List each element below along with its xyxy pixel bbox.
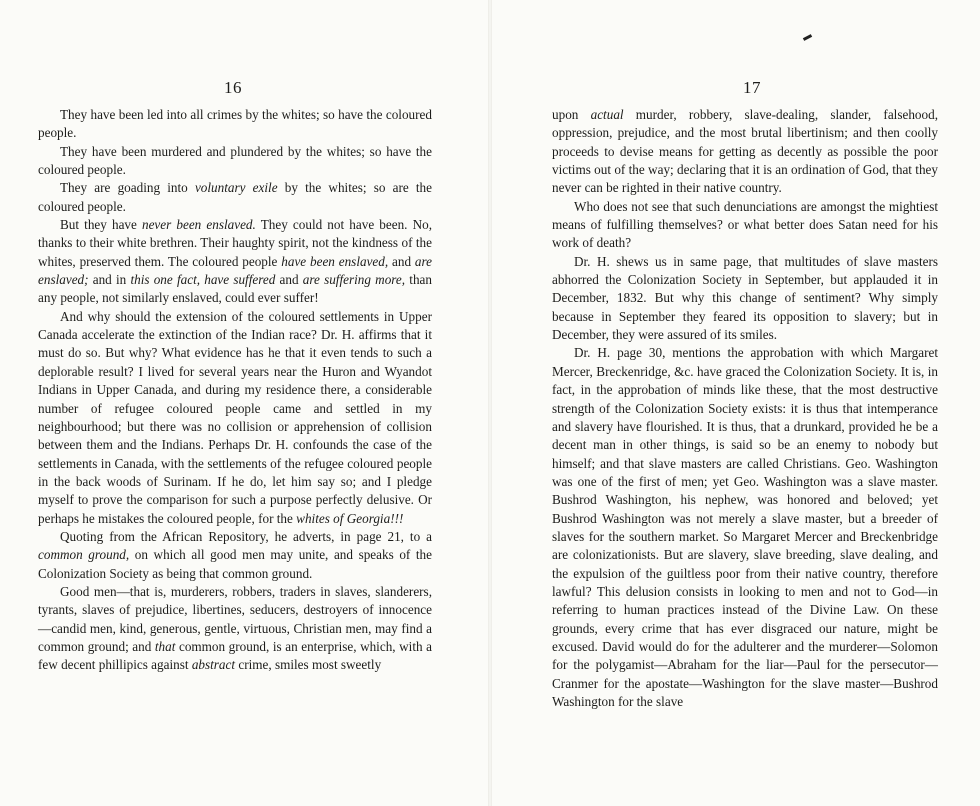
text-run: Dr. H. page 30, mentions the approbation with which Margaret Mercer, Breckenridge, &c. have graced the Colonization Society. It is, in fact, in the approbation of minds like these, that the most destructive strength of the Colonization Society exists: it is thus that intemperance and slavery have flourished. It is thus, that a drunkard, provided he be a decent man in other things, is said so be an enemy to nobody but himself; and that slave masters are called Christians. Geo. Washington was one of the first of men; yet Geo. Washington was a slave master. Bushrod Washington, his nephew, was honored and beloved; yet Bushrod Washington was not merely a slave master, but a breeder of slaves for the southern market. So Margaret Mercer and Breckenbridge are colonizationists. But are slavery, slave breeding, slave dealing, and the expulsion of the guiltless poor from their native country, therefore lawful? This delusion consists in looking to men and not to God—in referring to human practices instead of the Divine Law. On these grounds, every crime that has ever disgraced our nature, might be excused. David would do for the adulterer and the murderer—Solomon for the polygamist—Abraham for the liar—Paul for the persecutor—Cranmer for the apostate—Washington for the slave master—Bushrod Washington for the slave xyxy=(552,345,938,709)
paragraph xyxy=(38,106,432,143)
paragraph xyxy=(38,528,432,583)
text-run: murder, robbery, slave-dealing, slander, falsehood, oppression, prejudice, and the most brutal libertinism; and then coolly proceeds to devise means for getting as decently as possible the poor victims out of the way; declaring that it is an ordination of God, that they never can be righted in their native country. xyxy=(552,107,939,196)
text-run: and xyxy=(275,272,303,288)
paragraph xyxy=(552,344,938,711)
paragraph xyxy=(552,106,938,198)
page-number: 17 xyxy=(743,78,761,97)
italic-text: actual xyxy=(590,107,624,122)
text-run: common ground, is an enterprise, which, with a few decent phillipics against xyxy=(38,638,432,673)
text-run: upon xyxy=(552,107,591,122)
text-run: They are goading into xyxy=(60,180,195,196)
italic-text: whites of Georgia!!! xyxy=(296,510,404,526)
page-body xyxy=(552,106,938,711)
italic-text: common ground, xyxy=(38,547,130,563)
text-run: Who does not see that such denunciations are amongst the mightiest means of fulfilling themselves? or what better does Satan need for his work of death? xyxy=(552,198,938,251)
text-run: They have been led into all crimes by the whites; so have the coloured people. xyxy=(38,107,432,141)
paragraph xyxy=(38,216,432,308)
ink-mark xyxy=(803,34,812,41)
text-run: They could not have been. No, thanks to their white brethren. Their haughty spirit, not the kindness of the whites, preserved them. The coloured people xyxy=(38,217,432,269)
paragraph xyxy=(38,179,432,216)
page-body xyxy=(38,106,432,675)
paragraph xyxy=(38,308,432,528)
italic-text: voluntary exile xyxy=(194,180,278,196)
text-run: than any people, not similarly enslaved, could ever suffer! xyxy=(38,272,432,306)
text-run: Quoting from the African Repository, he adverts, in page 21, to a xyxy=(60,528,432,544)
italic-text: never been enslaved. xyxy=(141,217,256,233)
paragraph xyxy=(552,198,938,253)
page-number: 16 xyxy=(224,78,242,97)
italic-text: abstract xyxy=(191,657,236,673)
italic-text: have been enslaved, xyxy=(281,253,389,269)
italic-text: this one fact, have suffered xyxy=(130,272,276,288)
text-run: And why should the extension of the coloured settlements in Upper Canada accelerate the extinction of the Indian race? Dr. H. affirms that it must do so. But why? What evidence has he that it even tends to such a deplorable result? I lived for several years near the Huron and Wyandot Indians in Upper Canada, and during my residence there, a considerable number of refugee coloured people came and settled in my neighbourhood; but there was no collision or apprehension of collision between them and the Indians. Perhaps Dr. H. confounds the case of the settlements in Canada, with the settlements of the refugee coloured people in the back woods of Surinam. If he do, let him say so; and I pledge myself to prove the comparison for such a purpose perfectly delusive. Or perhaps he mistakes the coloured people, for the xyxy=(38,308,432,526)
italic-text: are enslaved; xyxy=(38,253,432,288)
italic-text: that xyxy=(154,638,176,654)
text-run: But they have xyxy=(60,217,142,233)
italic-text: are suffering more, xyxy=(302,272,406,288)
text-run: and xyxy=(388,253,415,269)
text-run: Dr. H. shews us in same page, that multitudes of slave masters abhorred the Colonization Society in September, but applauded it in December, 1832. But why this change of sentiment? Why simply because in September they feared its opposition to slavery; but in December, they were assured of its smiles. xyxy=(552,253,938,343)
text-run: They have been murdered and plundered by the whites; so have the coloured people. xyxy=(38,143,432,178)
text-run: on which all good men may unite, and speaks of the Colonization Society as being that common ground. xyxy=(38,547,433,581)
text-run: Good men—that is, murderers, robbers, traders in slaves, slanderers, tyrants, slaves of prejudice, libertines, seducers, destroyers of innocence—candid men, kind, generous, gentle, virtuous, Christian men, may find a common ground; and xyxy=(38,583,432,654)
paragraph xyxy=(552,253,938,345)
paragraph xyxy=(38,583,432,675)
text-run: and in xyxy=(88,272,131,288)
text-run: crime, smiles most sweetly xyxy=(235,657,382,673)
paragraph xyxy=(38,143,432,180)
text-run: by the whites; so are the coloured people. xyxy=(38,180,432,214)
right-page xyxy=(490,0,980,806)
